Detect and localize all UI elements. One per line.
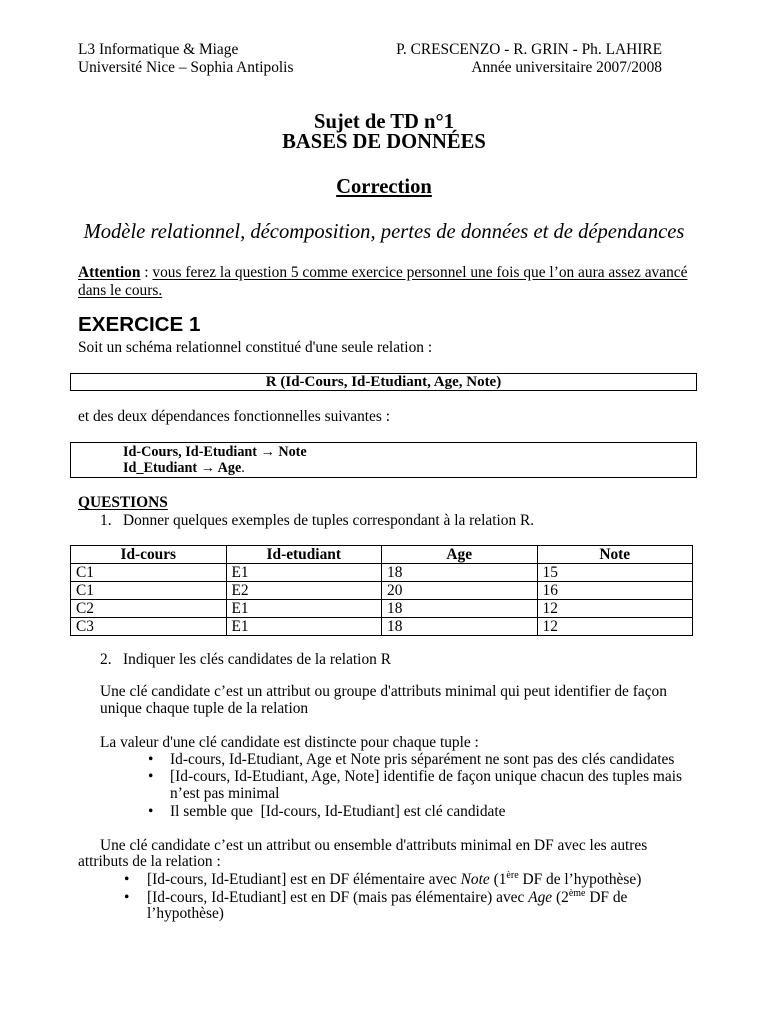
attention-label: Attention [78, 264, 141, 281]
list-item [147, 871, 641, 889]
df-attribute: Note [460, 871, 490, 888]
definition-paragraph: Une clé candidate c’est un attribut ou groupe d'attributs minimal qui peut identifier de façon [100, 683, 667, 700]
bullet-icon: • [124, 871, 130, 888]
dependency-end: . [241, 460, 245, 476]
table-cell: C1 [71, 564, 227, 582]
arrow-right-icon: → [260, 444, 275, 460]
question-1-text: Donner quelques exemples de tuples correspondant à la relation R. [123, 512, 535, 529]
table-row [71, 582, 693, 600]
table-cell: 12 [537, 618, 693, 636]
table-cell: 20 [382, 582, 538, 600]
functional-dependency [123, 444, 307, 460]
dependencies-intro: et des deux dépendances fonctionnelles suivantes : [78, 408, 390, 425]
table-cell: 12 [537, 600, 693, 618]
df-ordinal: (2 [552, 889, 569, 906]
attention-separator: : [140, 264, 153, 281]
bullet-icon: • [148, 768, 154, 785]
correction-heading [0, 175, 768, 199]
uniqueness-intro: La valeur d'une clé candidate est distincte pour chaque tuple : [100, 734, 479, 751]
df-text: DF de l’hypothèse) [518, 871, 642, 888]
header-university: Université Nice – Sophia Antipolis [78, 59, 294, 76]
relation-schema: R (Id-Cours, Id-Etudiant, Age, Note) [265, 374, 502, 390]
df-ordinal-suffix: ème [568, 888, 586, 899]
tuples-table [70, 545, 693, 636]
df-attribute: Age [528, 889, 553, 906]
list-item: Id-cours, Id-Etudiant, Age et Note pris séparément ne sont pas des clés candidates [170, 751, 675, 768]
definition-paragraph: Une clé candidate c’est un attribut ou ensemble d'attributs minimal en DF avec les autres [100, 837, 648, 854]
list-item-continued: n’est pas minimal [170, 785, 280, 802]
list-item: [Id-cours, Id-Etudiant, Age, Note] identifie de façon unique chacun des tuples mais [170, 768, 683, 785]
table-cell: 18 [382, 564, 538, 582]
table-header-cell: Id-cours [71, 546, 227, 564]
table-cell: 18 [382, 600, 538, 618]
df-text: DF de [585, 889, 628, 906]
header-academic-year: Année universitaire 2007/2008 [471, 59, 662, 76]
table-cell: C1 [71, 582, 227, 600]
table-header-row [71, 546, 693, 564]
table-cell: C3 [71, 618, 227, 636]
functional-dependency [123, 460, 245, 476]
table-cell: E1 [226, 600, 382, 618]
question-2-text: Indiquer les clés candidates de la relation R [123, 651, 391, 668]
table-cell: E1 [226, 618, 382, 636]
exercise-intro: Soit un schéma relationnel constitué d'une seule relation : [78, 339, 433, 356]
correction-label: Correction [336, 176, 432, 198]
table-row [71, 600, 693, 618]
table-row [71, 564, 693, 582]
definition-paragraph: unique chaque tuple de la relation [100, 700, 309, 717]
list-item-continued: l’hypothèse) [147, 905, 224, 922]
attention-text: vous ferez la question 5 comme exercice personnel une fois que l’on aura assez avancé [152, 264, 688, 281]
page-title: Sujet de TD n°1 [313, 111, 455, 133]
page-subject: BASES DE DONNÉES [282, 131, 486, 153]
df-ordinal: (1 [489, 871, 507, 888]
bullet-icon: • [124, 889, 130, 906]
dependency-rhs: Note [278, 444, 307, 460]
attention-note-continued [78, 282, 162, 300]
bullet-icon: • [148, 803, 154, 820]
arrow-right-icon: → [200, 460, 215, 476]
table-cell: 15 [537, 564, 693, 582]
dependency-lhs: Id_Etudiant [123, 460, 198, 476]
df-text: [Id-cours, Id-Etudiant] est en DF (mais pas élémentaire) avec [147, 889, 529, 906]
questions-heading: QUESTIONS [78, 494, 168, 511]
dependency-rhs: Age [217, 460, 242, 476]
relation-schema-box [70, 373, 697, 391]
question-2-number: 2. [100, 651, 112, 668]
table-cell: 16 [537, 582, 693, 600]
table-cell: E2 [226, 582, 382, 600]
exercise-heading: EXERCICE 1 [78, 313, 201, 336]
header-authors: P. CRESCENZO - R. GRIN - Ph. LAHIRE [396, 41, 662, 58]
question-1-number: 1. [100, 512, 112, 529]
table-header-cell: Age [382, 546, 538, 564]
table-cell: E1 [226, 564, 382, 582]
table-cell: C2 [71, 600, 227, 618]
table-row [71, 618, 693, 636]
df-text: [Id-cours, Id-Etudiant] est en DF élémentaire avec [147, 871, 461, 888]
dependencies-box [70, 442, 697, 478]
list-item: Il semble que [Id-cours, Id-Etudiant] est clé candidate [170, 803, 506, 820]
bullet-icon: • [148, 751, 154, 768]
document-subtitle: Modèle relationnel, décomposition, pertes de données et de dépendances [83, 221, 685, 243]
table-header-cell: Id-etudiant [226, 546, 382, 564]
attention-note [78, 264, 687, 282]
df-ordinal-suffix: ère [506, 870, 519, 881]
table-cell: 18 [382, 618, 538, 636]
header-course: L3 Informatique & Miage [78, 41, 239, 58]
dependency-lhs: Id-Cours, Id-Etudiant [123, 444, 258, 460]
attention-text: dans le cours. [78, 282, 163, 299]
table-header-cell: Note [537, 546, 693, 564]
definition-paragraph: attributs de la relation : [78, 853, 221, 870]
